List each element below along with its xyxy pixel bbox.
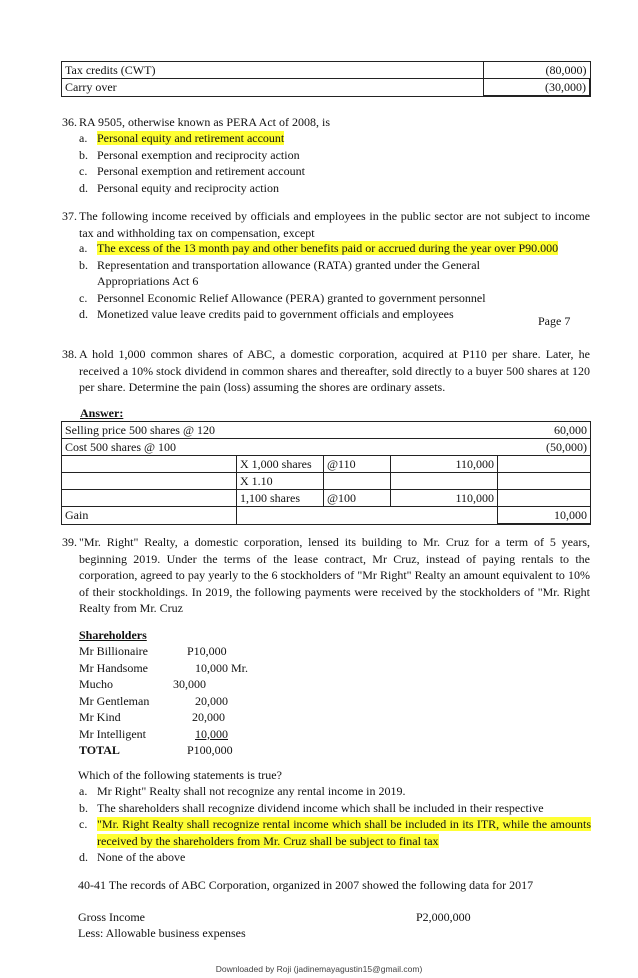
table-cell	[498, 490, 591, 507]
list-item	[79, 709, 248, 726]
option-letter: b.	[79, 147, 88, 162]
option-letter: a.	[79, 241, 88, 255]
row-value: (30,000)	[484, 79, 591, 97]
table-cell	[62, 490, 237, 507]
answer-table	[61, 421, 591, 525]
less-expenses-label: Less: Allowable business expenses	[78, 926, 246, 940]
row-label: Carry over	[62, 79, 484, 97]
options-37	[79, 240, 599, 323]
list-item	[79, 693, 248, 710]
question-number: 36.	[62, 115, 77, 129]
shareholder-name: Mr Handsome	[79, 660, 148, 675]
list-item	[79, 660, 248, 677]
question-number: 37.	[62, 209, 77, 223]
download-footer: Downloaded by Roji (jadinemayagustin15@gmail.com)	[215, 964, 423, 974]
option-text: Personnel Economic Relief Allowance (PERA) granted to government personnel	[97, 290, 486, 305]
table-row	[62, 507, 591, 525]
option-text: Personal exemption and retirement account	[97, 164, 305, 179]
table-cell	[324, 473, 391, 490]
shareholder-name: Mucho	[79, 677, 113, 691]
shareholder-name: Mr Billionaire	[79, 644, 148, 658]
table-row	[62, 422, 591, 439]
row-value: 10,000	[498, 507, 591, 525]
question-39	[62, 534, 590, 617]
answer-label: Answer:	[80, 406, 124, 420]
table-row	[62, 439, 591, 456]
tax-table	[61, 61, 591, 97]
table-cell: X 1,000 shares	[237, 456, 324, 473]
question-38	[62, 346, 590, 396]
row-label: Tax credits (CWT)	[62, 62, 484, 79]
table-cell	[498, 456, 591, 473]
table-row	[62, 490, 591, 507]
option-text: Representation and transportation allowance (RATA) granted under the General Appropriations Act 6	[97, 257, 480, 289]
gross-income-label: Gross Income	[78, 910, 145, 924]
option-c	[79, 163, 599, 180]
option-d	[79, 180, 599, 197]
table-cell: 110,000	[391, 490, 498, 507]
table-cell	[62, 473, 237, 490]
option-text: "Mr. Right Realty shall recognize rental income which shall be included in its ITR, while the amounts received by the shareholders from Mr. Cruz shall be subject to final tax	[97, 817, 591, 848]
question-text: RA 9505, otherwise known as PERA Act of 2008, is	[79, 115, 330, 129]
list-item	[79, 643, 248, 660]
option-text: Personal exemption and reciprocity action	[97, 147, 300, 162]
option-letter: c.	[79, 164, 88, 179]
option-letter: a.	[79, 784, 88, 798]
table-cell: 110,000	[391, 456, 498, 473]
question-text: A hold 1,000 common shares of ABC, a domestic corporation, acquired at P110 per share. Later, he received a 10% stock dividend in common shares and thereafter, sold directly to a buyer 500 shares at 120 per share. Determine the pain (loss) assuming the shores are ordinary assets.	[79, 347, 590, 395]
option-text: Monetized value leave credits paid to government officials and employees	[97, 307, 454, 322]
table-cell	[62, 456, 237, 473]
table-cell: @100	[324, 490, 391, 507]
list-item	[79, 726, 248, 743]
shareholder-amount: 30,000	[173, 677, 206, 691]
option-c	[79, 816, 591, 849]
option-text: Personal equity and retirement account	[97, 131, 285, 145]
shareholder-name: Mr Intelligent	[79, 726, 146, 741]
shareholders-list	[79, 643, 248, 759]
question-text: The following income received by officials and employees in the public sector are not subject to income tax and withholding tax on compensation, except	[79, 209, 590, 240]
option-b	[79, 800, 591, 817]
shareholder-amount: 20,000	[192, 710, 225, 724]
shareholder-amount: 10,000 Mr.	[195, 660, 249, 675]
option-text: None of the above	[97, 850, 186, 865]
shareholders-title: Shareholders	[79, 628, 147, 642]
option-text: The shareholders shall recognize dividend income which shall be included in their respective	[97, 800, 544, 815]
gross-income-value: P2,000,000	[416, 910, 471, 924]
table-cell: @110	[324, 456, 391, 473]
table-row	[62, 62, 591, 79]
option-text: The excess of the 13 month pay and other benefits paid or accrued during the year over P90.000	[97, 241, 559, 255]
row-label: Selling price 500 shares @ 120	[62, 422, 498, 439]
row-value: (80,000)	[484, 62, 591, 79]
option-a	[79, 130, 599, 147]
question-40-41: 40-41 The records of ABC Corporation, organized in 2007 showed the following data for 2017	[78, 878, 534, 892]
total-row	[79, 742, 248, 759]
row-label: Gain	[62, 507, 237, 525]
question-number: 39.	[62, 535, 77, 549]
table-row	[62, 456, 591, 473]
option-d	[79, 306, 599, 323]
option-c	[79, 290, 599, 307]
table-cell	[237, 507, 498, 525]
table-row	[62, 79, 591, 97]
total-label: TOTAL	[79, 743, 120, 757]
table-cell: X 1.10	[237, 473, 324, 490]
option-text: Personal equity and reciprocity action	[97, 180, 279, 195]
option-letter: b.	[79, 257, 88, 272]
option-letter: b.	[79, 800, 88, 815]
table-cell	[391, 473, 498, 490]
row-value: 60,000	[498, 422, 591, 439]
list-item	[79, 676, 248, 693]
option-letter: a.	[79, 131, 88, 145]
question-36	[62, 114, 590, 131]
options-39	[79, 783, 591, 866]
row-label: Cost 500 shares @ 100	[62, 439, 498, 456]
table-row	[62, 473, 591, 490]
table-cell	[498, 473, 591, 490]
option-b	[79, 257, 527, 290]
question-text: "Mr. Right" Realty, a domestic corporation, lensed its building to Mr. Cruz for a term of 5 years, beginning 2019. Under the terms of the lease contract, Mr Cruz, instead of paying rentals to the corporation, agreed to pay yearly to the 6 stockholders of "Mr Right" Realty an amount equivalent to 10% of their stockholdings. In 2019, the following payments were received by the stockholders of "Mr. Right Realty from Mr. Cruz	[79, 535, 590, 616]
option-a	[79, 240, 599, 257]
option-letter: c.	[79, 817, 88, 832]
question-number: 38.	[62, 347, 77, 361]
row-value: (50,000)	[498, 439, 591, 456]
option-text: Mr Right" Realty shall not recognize any rental income in 2019.	[97, 784, 406, 798]
shareholder-amount: 20,000	[195, 693, 228, 708]
table-cell: 1,100 shares	[237, 490, 324, 507]
page-number: Page 7	[538, 314, 571, 328]
total-value: P100,000	[187, 743, 233, 757]
option-letter: d.	[79, 307, 88, 322]
option-letter: c.	[79, 290, 88, 305]
options-36	[79, 130, 599, 196]
shareholder-name: Mr Kind	[79, 710, 121, 724]
shareholder-amount: 10,000	[195, 726, 228, 741]
question-prompt: Which of the following statements is true?	[78, 768, 282, 782]
option-letter: d.	[79, 850, 88, 865]
option-letter: d.	[79, 180, 88, 195]
question-37	[62, 208, 590, 241]
shareholder-amount: P10,000	[187, 644, 227, 658]
shareholder-name: Mr Gentleman	[79, 693, 150, 708]
option-a	[79, 783, 591, 800]
option-d	[79, 849, 591, 866]
option-b	[79, 147, 599, 164]
